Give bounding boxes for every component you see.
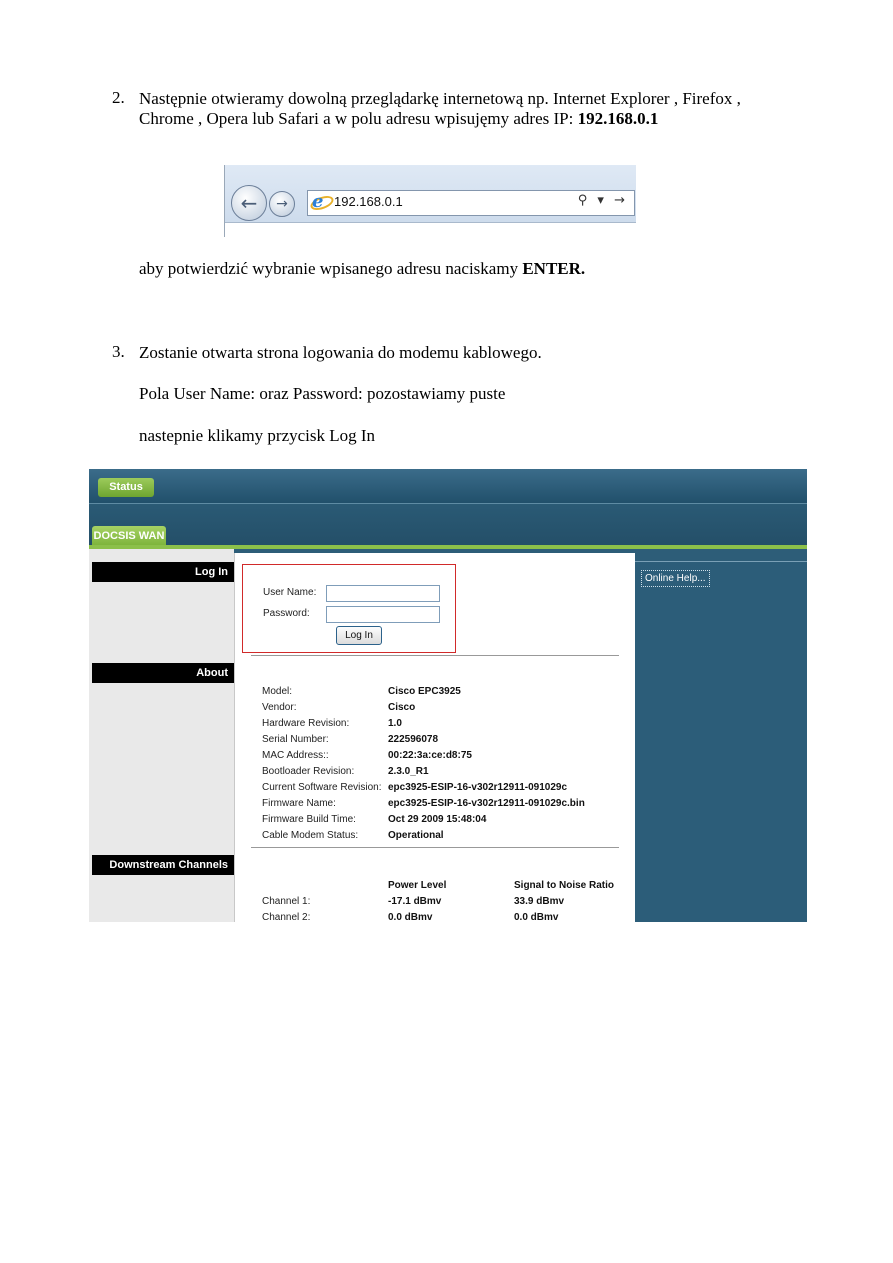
left-column (89, 549, 234, 922)
info-value: 222596078 (388, 734, 439, 745)
user-name-input[interactable] (326, 585, 440, 602)
sub-nav-bar (89, 504, 807, 546)
info-value: Cisco EPC3925 (388, 686, 461, 697)
step-2-line-2 (139, 108, 658, 129)
channel-power: -17.1 dBmv (388, 896, 442, 907)
info-label: Bootloader Revision: (262, 766, 355, 777)
info-label: Serial Number: (262, 734, 329, 745)
divider (251, 847, 619, 848)
info-label: MAC Address:: (262, 750, 329, 761)
divider (251, 655, 619, 656)
address-text: 192.168.0.1 (334, 194, 403, 209)
ie-logo-letter: e (312, 191, 324, 212)
step-2-line-1: Następnie otwieramy dowolną przeglądarkę internetową np. Internet Explorer , Firefox , (139, 89, 741, 108)
step-2-number: 2. (112, 88, 125, 107)
info-label: Cable Modem Status: (262, 830, 359, 841)
login-form-highlight (242, 564, 456, 653)
info-value: Operational (388, 830, 444, 841)
tab-docsis-wan[interactable]: DOCSIS WAN (92, 526, 166, 546)
info-label: Current Software Revision: (262, 782, 382, 793)
password-input[interactable] (326, 606, 440, 623)
step-3-line-3: nastepnie klikamy przycisk Log In (139, 426, 376, 445)
enter-key: ENTER. (522, 259, 586, 278)
confirm-text: aby potwierdzić wybranie wpisanego adresu naciskamy (139, 259, 523, 278)
info-value: Oct 29 2009 15:48:04 (388, 814, 487, 825)
section-login-header: Log In (92, 562, 234, 582)
top-nav-bar (89, 469, 807, 504)
channel-power: 0.0 dBmv (388, 912, 433, 922)
channel-snr: 0.0 dBmv (514, 912, 559, 922)
channel-label: Channel 2: (262, 912, 311, 922)
back-arrow-icon[interactable]: ← (231, 185, 267, 221)
forward-arrow-icon[interactable]: → (269, 191, 295, 217)
password-label: Password: (263, 608, 310, 619)
section-downstream-header: Downstream Channels (92, 855, 234, 875)
channel-label: Channel 1: (262, 896, 311, 907)
info-value: epc3925-ESIP-16-v302r12911-091029c (388, 782, 568, 793)
column-header-snr: Signal to Noise Ratio (514, 880, 615, 891)
step-3-line-1: Zostanie otwarta strona logowania do modemu kablowego. (139, 343, 542, 362)
info-value: 1.0 (388, 718, 402, 729)
confirm-line (139, 258, 585, 279)
info-label: Model: (262, 686, 293, 697)
router-login-screenshot (89, 469, 807, 922)
info-label: Firmware Name: (262, 798, 336, 809)
help-panel (635, 561, 807, 922)
section-about-header: About (92, 663, 234, 683)
step-3-line-2: Pola User Name: oraz Password: pozostawiamy puste (139, 384, 506, 403)
step-2-ip: 192.168.0.1 (577, 109, 659, 128)
step-2-line-2-text: Chrome , Opera lub Safari a w polu adresu wpisujęmy adres IP: (139, 109, 578, 128)
info-label: Vendor: (262, 702, 297, 713)
info-value: Cisco (388, 702, 416, 713)
login-button[interactable]: Log In (336, 626, 382, 645)
info-label: Firmware Build Time: (262, 814, 356, 825)
info-value: 2.3.0_R1 (388, 766, 429, 777)
main-content (234, 553, 635, 922)
search-go-icons[interactable]: ⚲ ▾ → (577, 193, 628, 208)
online-help-button[interactable]: Online Help... (641, 570, 710, 587)
info-value: epc3925-ESIP-16-v302r12911-091029c.bin (388, 798, 585, 809)
channel-snr: 33.9 dBmv (514, 896, 565, 907)
address-field[interactable] (307, 190, 635, 216)
info-label: Hardware Revision: (262, 718, 350, 729)
info-value: 00:22:3a:ce:d8:75 (388, 750, 472, 761)
browser-address-bar-screenshot (224, 165, 636, 237)
column-header-power: Power Level (388, 880, 447, 891)
step-3-number: 3. (112, 342, 125, 361)
tab-status[interactable]: Status (98, 478, 154, 497)
user-name-label: User Name: (263, 587, 317, 598)
page-area (225, 223, 636, 237)
